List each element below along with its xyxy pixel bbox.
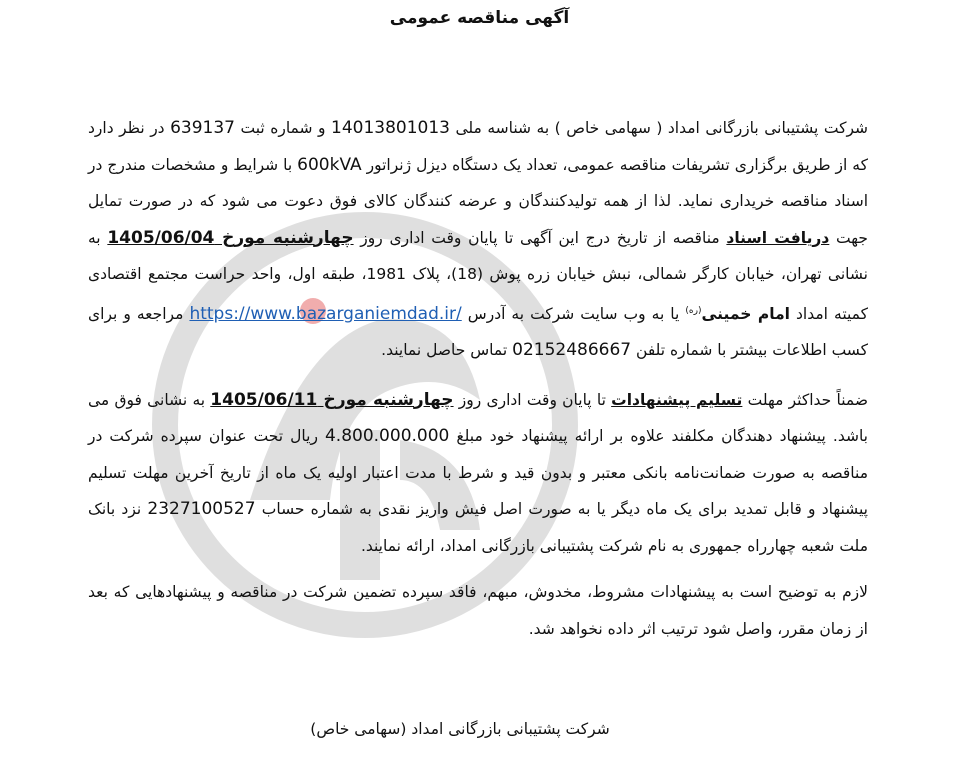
imam-name: امام خمینی (701, 304, 790, 323)
text: ریال تحت عنوان سپرده شرکت در مناقصه به صورت ضمانت‌نامه بانکی معتبر و بدون قید و شرط با مدت اعتبار اولیه یک ماه از تاریخ آخرین مهلت تسلیم پیشنهاد و قابل تمدید برای یک ماه دیگر یا به صورت اصل فیش واریز نقدی به شماره حساب (88, 427, 868, 519)
submit-offers-label: تسلیم پیشنهادات (611, 390, 743, 409)
deposit-amount: 4.800.000.000 (324, 426, 450, 447)
text: نزد بانک ملت شعبه چهارراه جمهوری به نام شرکت پشتیبانی بازرگانی امداد، ارائه نمایند. (88, 500, 868, 555)
text: مراجعه و برای کسب اطلاعات بیشتر با شماره تلفن (88, 304, 868, 360)
paragraph-1 (88, 110, 868, 369)
text: به نشانی فوق می باشد. پیشنهاد دهندگان مکلفند علاوه بر ارائه پیشنهاد خود مبلغ (88, 390, 868, 446)
generator-power: 600kVA (297, 154, 362, 175)
phone-number: 02152486667 (512, 340, 632, 361)
offers-deadline: چهارشنبه مورخ 1405/06/11 (210, 389, 454, 410)
text: مناقصه از تاریخ درج این آگهی تا پایان وقت اداری روز (353, 228, 727, 247)
docs-deadline: چهارشنبه مورخ 1405/06/04 (107, 227, 354, 248)
text: تماس حاصل نمایند. (381, 341, 513, 360)
announcement-body (88, 110, 868, 647)
page-title: آگهی مناقصه عمومی (389, 8, 570, 28)
text: به نشانی تهران، خیابان کارگر شمالی، نبش خیابان زره پوش (18)، پلاک 1981، طبقه اول، واحد حراست مجتمع اقتصادی کمیته امداد (88, 228, 869, 323)
text: شرکت پشتیبانی بازرگانی امداد ( سهامی خاص ) به شناسه ملی (449, 119, 868, 137)
paragraph-3: لازم به توضیح است به پیشنهادات مشروط، مخدوش، مبهم، فاقد سپرده تضمین شرکت در مناقصه و پیشنهادهایی که بعد از زمان مقرر، واصل شود ترتیب اثر داده نخواهد شد. (88, 583, 868, 638)
account-number: 2327100527 (147, 499, 256, 520)
registration-number: 639137 (170, 118, 235, 138)
receive-docs-label: دریافت اسناد (726, 228, 830, 247)
paragraph-2 (88, 382, 868, 565)
text: و شماره ثبت (235, 119, 331, 137)
text: ضمناً حداکثر مهلت (742, 390, 869, 409)
national-id: 14013801013 (331, 118, 450, 138)
text: تا پایان وقت اداری روز (453, 390, 612, 409)
imam-honorific: (ره) (685, 305, 702, 316)
text: با شرایط و مشخصات مندرج در اسناد مناقصه خریداری نماید. لذا از همه تولیدکنندگان و عرضه کنندگان کالای فوق دعوت می شود که در صورت تمایل جهت (88, 155, 868, 247)
signature: شرکت پشتیبانی بازرگانی امداد (سهامی خاص) (310, 720, 610, 738)
company-website-link[interactable]: https://www.bazarganiemdad.ir/ (189, 303, 462, 324)
text: در نظر دارد که از طریق برگزاری تشریفات مناقصه عمومی، تعداد یک دستگاه دیزل ژنراتور (88, 119, 868, 174)
text: یا به وب سایت شرکت به آدرس (461, 304, 686, 323)
